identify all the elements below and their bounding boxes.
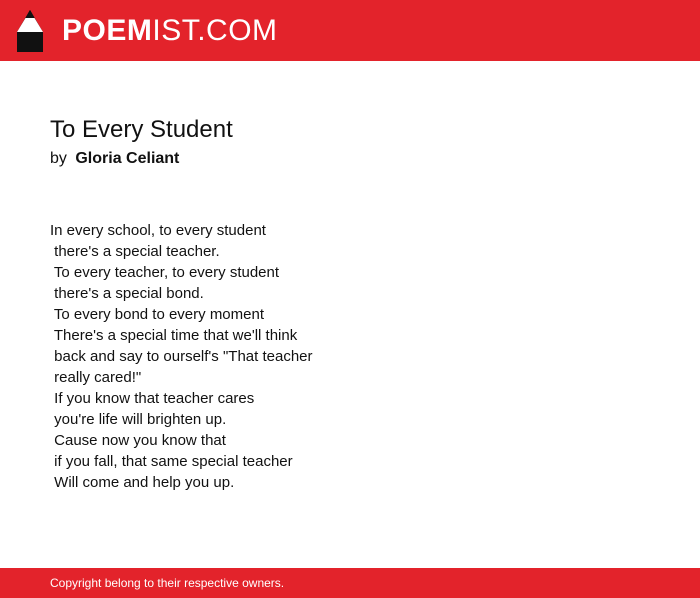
brand-bold: POEM: [62, 14, 153, 47]
poem-line: In every school, to every student: [50, 222, 266, 239]
poem-line: there's a special teacher.: [50, 243, 220, 260]
by-label: by: [50, 150, 67, 167]
poem-line: there's a special bond.: [50, 285, 204, 302]
pencil-icon[interactable]: [17, 10, 43, 52]
poem-line: Will come and help you up.: [50, 474, 235, 491]
brand-light: IST.COM: [152, 14, 278, 47]
poem-line: if you fall, that same special teacher: [50, 453, 293, 470]
poem-line: To every bond to every moment: [50, 306, 264, 323]
poem-body: [50, 220, 313, 493]
poem-line: back and say to ourself's "That teacher: [50, 348, 313, 365]
poem-title: To Every Student: [50, 116, 233, 143]
poem-line: There's a special time that we'll think: [50, 327, 298, 344]
byline: [50, 150, 179, 168]
poem-line: you're life will brighten up.: [50, 411, 227, 428]
copyright-text: Copyright belong to their respective owners.: [50, 576, 285, 590]
poem-line: If you know that teacher cares: [50, 390, 255, 407]
author-name: Gloria Celiant: [75, 150, 180, 167]
poem-line: To every teacher, to every student: [50, 264, 280, 281]
poem-line: really cared!": [50, 369, 142, 386]
site-footer: [0, 568, 700, 598]
site-header: [0, 0, 700, 61]
poem-line: Cause now you know that: [50, 432, 226, 449]
site-logo-text[interactable]: [62, 13, 278, 49]
